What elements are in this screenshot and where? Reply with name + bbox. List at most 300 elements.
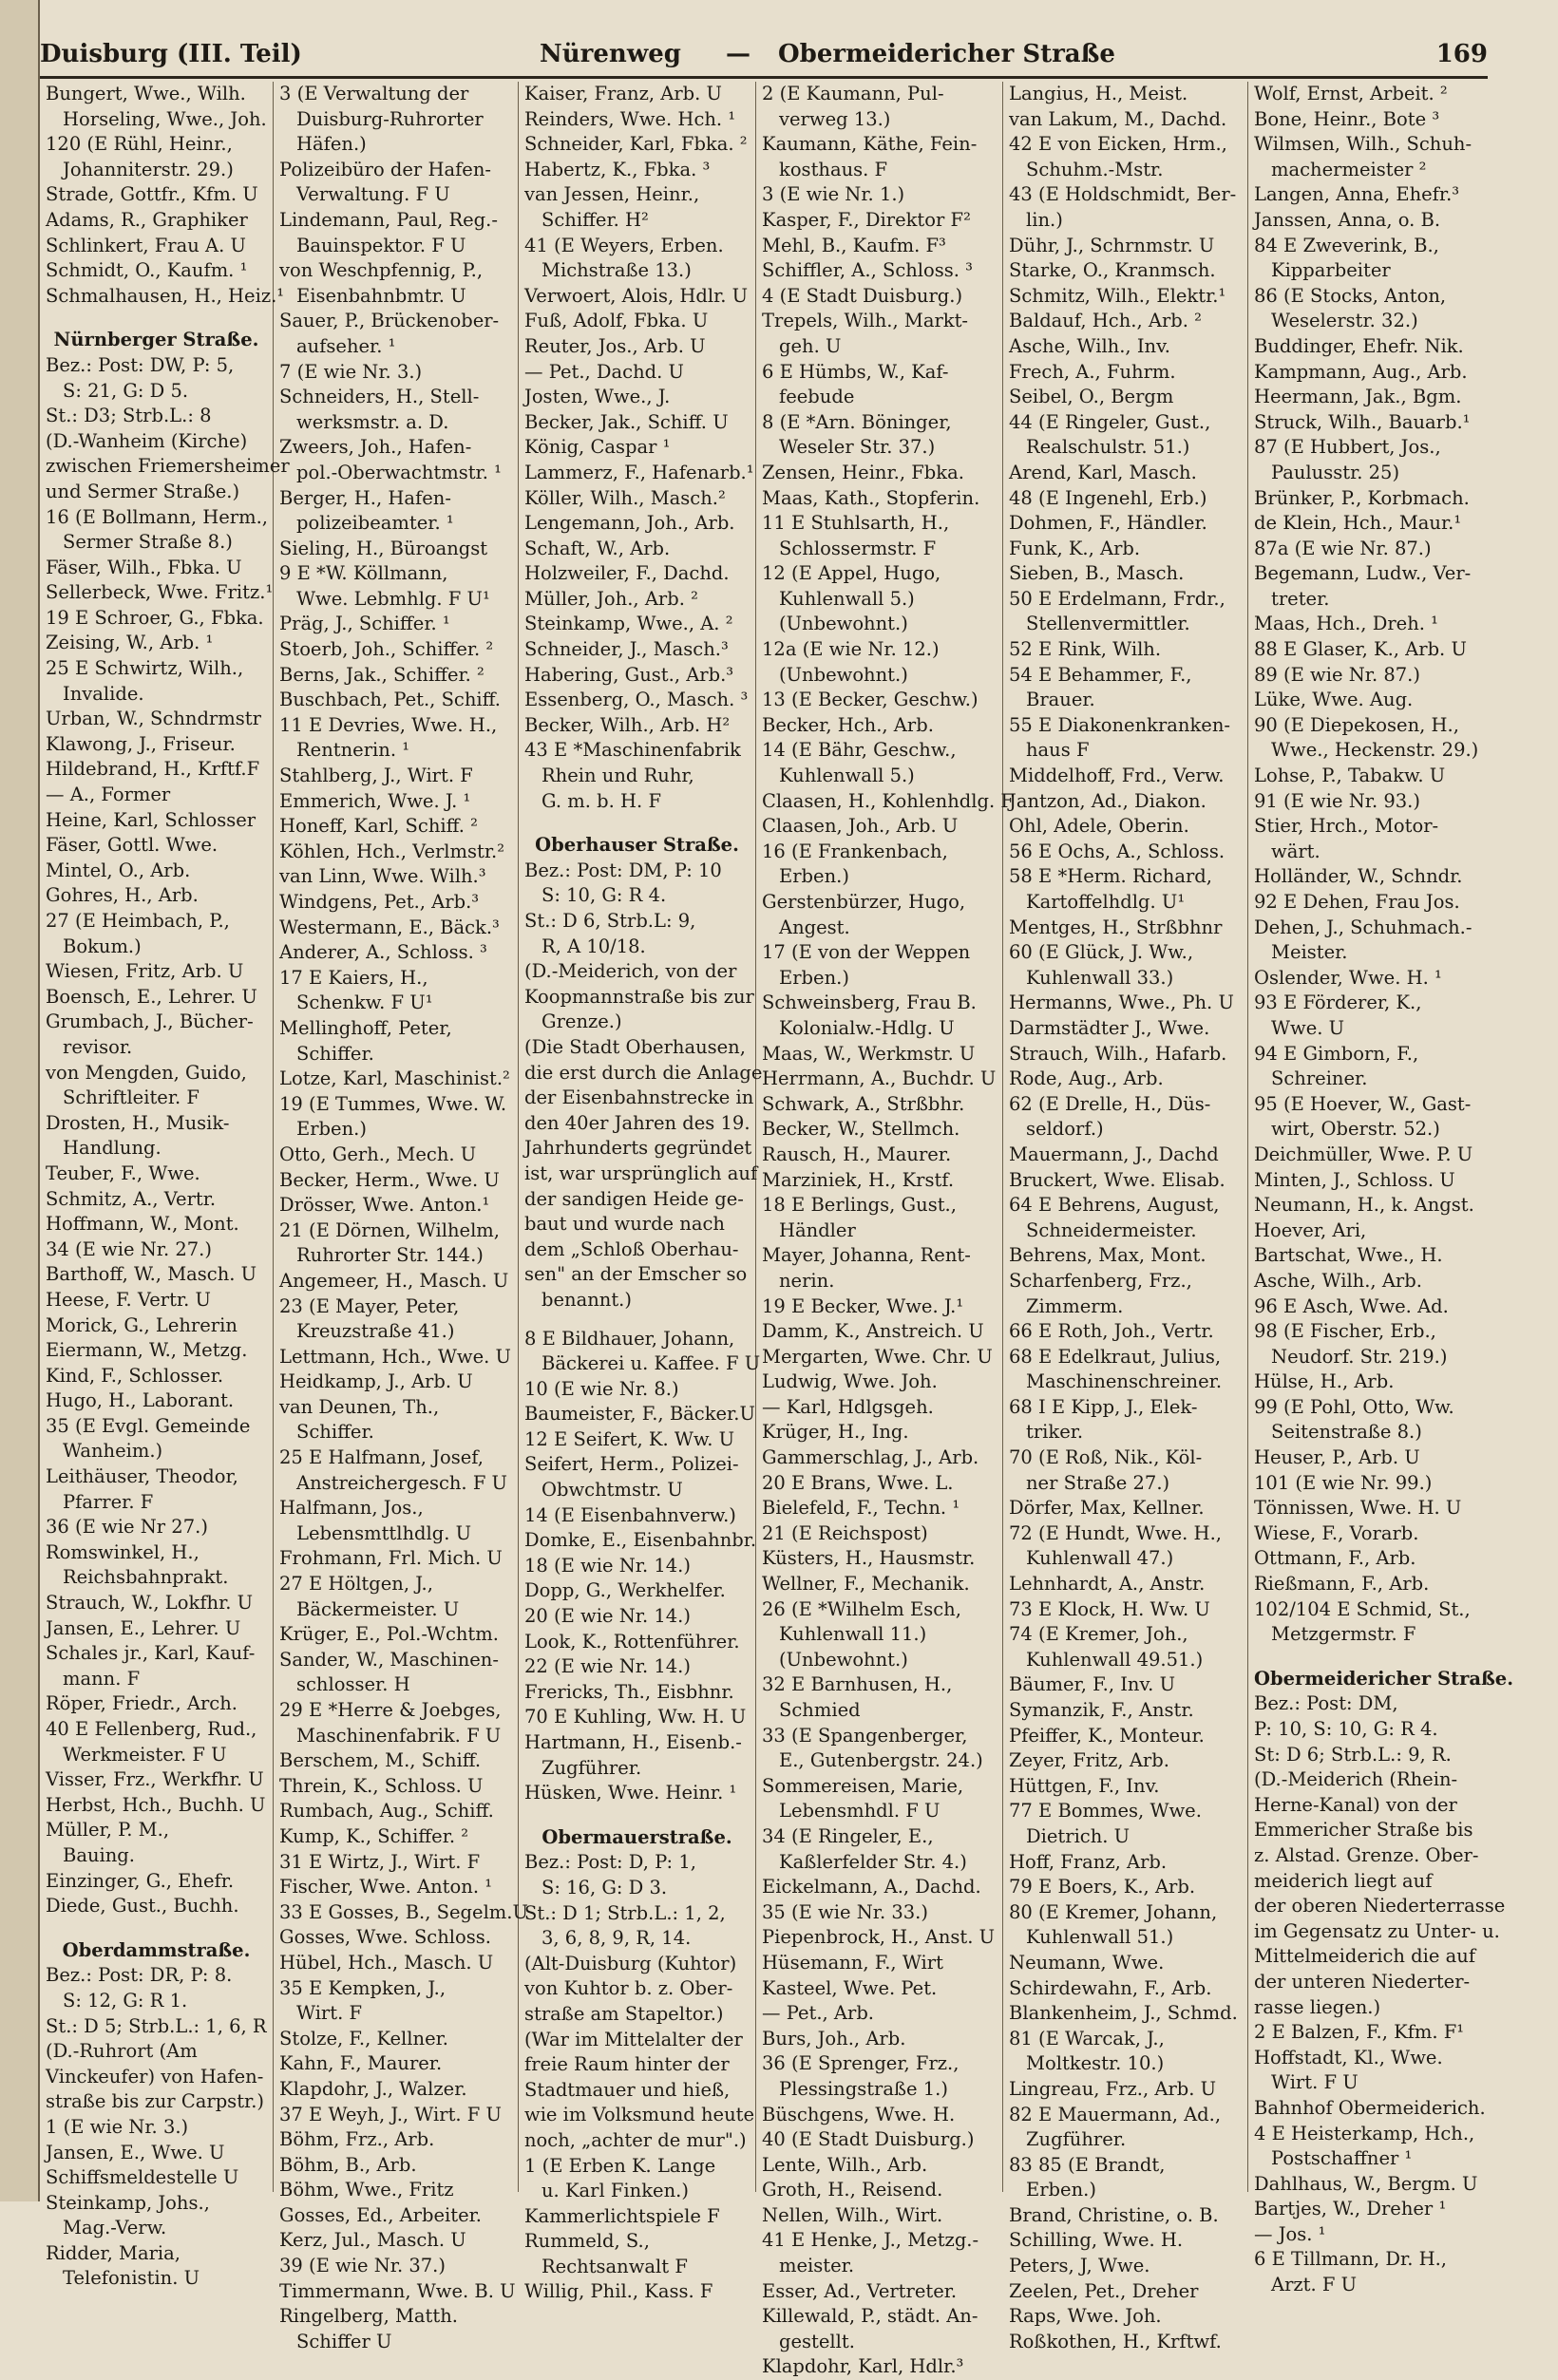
spacer	[46, 309, 267, 322]
directory-line: Sieling, H., Büroangst	[279, 537, 488, 559]
directory-line: aufseher. ¹	[296, 334, 396, 357]
directory-line: Domke, E., Eisenbahnbr.	[524, 1529, 757, 1552]
directory-line: Kahn, F., Maurer.	[279, 2052, 443, 2075]
directory-line: 1 (E wie Nr. 3.)	[46, 2115, 189, 2138]
directory-line: von Weschpfennig, P.,	[279, 259, 484, 282]
directory-line: 31 E Wirtz, J., Wirt. F	[279, 1850, 481, 1873]
directory-line: Begemann, Ludw., Ver-	[1254, 562, 1472, 585]
directory-line: Bez.: Post: DR, P: 8.	[46, 1964, 233, 1987]
directory-line: Dohmen, F., Händler.	[1009, 512, 1207, 535]
directory-line: Heese, F. Vertr. U	[46, 1288, 211, 1311]
directory-line: Rhein und Ruhr,	[542, 765, 694, 787]
directory-line: Kuhlenwall 11.)	[779, 1623, 927, 1646]
directory-line: Teuber, F., Wwe.	[46, 1162, 200, 1184]
directory-line: 9 E *W. Köllmann,	[279, 562, 448, 585]
directory-line: baut und wurde nach	[524, 1213, 725, 1236]
previous-page-edge	[0, 0, 40, 2201]
directory-line: Romswinkel, H.,	[46, 1540, 200, 1563]
directory-line: Berns, Jak., Schiffer. ²	[279, 663, 484, 686]
directory-line: Baumeister, F., Bäcker.U	[524, 1403, 755, 1426]
directory-line: Schirdewahn, F., Arb.	[1009, 1976, 1212, 1999]
directory-line: 36 (E wie Nr 27.)	[46, 1516, 208, 1539]
directory-line: 54 E Behammer, F.,	[1009, 663, 1192, 686]
directory-line: Kreuzstraße 41.)	[296, 1320, 455, 1343]
directory-line: Wellner, F., Mechanik.	[762, 1573, 970, 1596]
directory-line: Marziniek, H., Krstf.	[762, 1168, 955, 1191]
directory-line: Horseling, Wwe., Joh.	[63, 107, 267, 130]
directory-line: 81 (E Warcak, J.,	[1009, 2027, 1165, 2049]
directory-line: 86 (E Stocks, Anton,	[1254, 284, 1447, 307]
directory-line: (Unbewohnt.)	[779, 1648, 908, 1671]
directory-line: ist, war ursprünglich auf	[524, 1162, 758, 1184]
directory-line: (Unbewohnt.)	[779, 663, 908, 686]
directory-line: nerin.	[779, 1269, 835, 1292]
directory-line: Lotze, Karl, Maschinist.²	[279, 1067, 510, 1090]
directory-line: Hildebrand, H., Krftf.F	[46, 758, 260, 781]
directory-line: Dahlhaus, W., Bergm. U	[1254, 2172, 1478, 2195]
directory-line: Nellen, Wilh., Wirt.	[762, 2203, 943, 2226]
directory-line: Maschinenschreiner.	[1026, 1370, 1223, 1393]
directory-line: Middelhoff, Frd., Verw.	[1009, 765, 1225, 787]
directory-line: der sandigen Heide ge-	[524, 1187, 744, 1210]
directory-line: Schmidt, O., Kaufm. ¹	[46, 259, 248, 282]
directory-line: Kump, K., Schiffer. ²	[279, 1824, 469, 1847]
directory-line: meiderich liegt auf	[1254, 1869, 1433, 1892]
directory-line: Eisenbahnbmtr. U	[296, 284, 466, 307]
directory-line: Jansen, E., Lehrer. U	[46, 1616, 241, 1639]
directory-line: Strade, Gottfr., Kfm. U	[46, 183, 258, 206]
directory-line: Reuter, Jos., Arb. U	[524, 334, 706, 357]
directory-line: 1 (E Erben K. Lange	[524, 2154, 716, 2177]
directory-line: Becker, W., Stellmch.	[762, 1118, 960, 1141]
directory-line: Symanzik, F., Anstr.	[1009, 1699, 1194, 1721]
directory-line: 33 E Gosses, B., Segelm.U	[279, 1900, 528, 1923]
directory-line: 3, 6, 8, 9, R, 14.	[542, 1927, 692, 1950]
directory-line: Tönnissen, Wwe. H. U	[1254, 1497, 1462, 1520]
directory-line: Büschgens, Wwe. H.	[762, 2103, 956, 2125]
directory-line: Schiffer.	[296, 1042, 374, 1065]
directory-line: 39 (E wie Nr. 37.)	[279, 2255, 446, 2277]
directory-line: Minten, J., Schloss. U	[1254, 1168, 1455, 1191]
header-left: Duisburg (III. Teil)	[40, 40, 302, 68]
directory-line: Kuhlenwall 33.)	[1026, 966, 1174, 989]
directory-line: Schmitz, Wilh., Elektr.¹	[1009, 284, 1226, 307]
header-dash: —	[726, 40, 750, 68]
directory-line: Hübel, Hch., Masch. U	[279, 1951, 494, 1974]
directory-line: Neumann, Wwe.	[1009, 1951, 1165, 1974]
directory-line: 20 E Brans, Wwe. L.	[762, 1471, 954, 1494]
column-2	[274, 82, 528, 2352]
directory-line: Damm, K., Anstreich. U	[762, 1320, 984, 1343]
directory-line: zwischen Friemersheimer	[46, 455, 290, 478]
directory-line: Becker, Wilh., Arb. H²	[524, 713, 731, 736]
directory-line: Rausch, H., Maurer.	[762, 1143, 952, 1165]
directory-line: Esser, Ad., Vertreter.	[762, 2279, 958, 2302]
directory-line: 77 E Bommes, Wwe.	[1009, 1800, 1202, 1823]
directory-line: Fäser, Wilh., Fbka. U	[46, 556, 242, 578]
directory-line: Piepenbrock, H., Anst. U	[762, 1926, 996, 1949]
directory-line: Threin, K., Schloss. U	[279, 1774, 484, 1797]
directory-line: Otto, Gerh., Mech. U	[279, 1143, 477, 1165]
directory-line: wärt.	[1271, 840, 1320, 862]
directory-line: 88 E Glaser, K., Arb. U	[1254, 638, 1467, 661]
directory-line: Wilmsen, Wilh., Schuh-	[1254, 133, 1472, 156]
directory-line: Fuß, Adolf, Fbka. U	[524, 310, 709, 332]
directory-line: straße am Stapeltor.)	[524, 2002, 724, 2025]
directory-line: Barthoff, W., Masch. U	[46, 1263, 257, 1286]
directory-line: 120 (E Rühl, Heinr.,	[46, 133, 233, 156]
directory-line: Dühr, J., Schrnmstr. U	[1009, 234, 1215, 256]
directory-line: 60 (E Glück, J. Ww.,	[1009, 941, 1194, 964]
directory-line: Hugo, H., Laborant.	[46, 1389, 235, 1412]
directory-line: Weseler Str. 37.)	[779, 436, 936, 459]
directory-line: 73 E Klock, H. Ww. U	[1009, 1597, 1210, 1620]
directory-line: Bäckerei u. Kaffee. F U	[542, 1352, 761, 1375]
directory-line: Kuhlenwall 51.)	[1026, 1926, 1174, 1949]
directory-line: 17 (E von der Weppen	[762, 941, 971, 964]
directory-line: Peters, J, Wwe.	[1009, 2255, 1150, 2277]
directory-line: 25 E Halfmann, Josef,	[279, 1446, 484, 1469]
directory-line: von Kuhtor b. z. Ober-	[524, 1977, 733, 2000]
directory-line: Maas, Hch., Dreh. ¹	[1254, 613, 1438, 635]
directory-line: Schiffsmeldestelle U	[46, 2166, 239, 2189]
directory-line: Bartjes, W., Dreher ¹	[1254, 2198, 1447, 2220]
directory-line: Metzgermstr. F	[1271, 1623, 1416, 1646]
directory-line: der unteren Niederter-	[1254, 1970, 1471, 1993]
directory-line: Bruckert, Wwe. Elisab.	[1009, 1168, 1226, 1191]
directory-line: 27 (E Heimbach, P.,	[46, 910, 230, 932]
directory-line: Gerstenbürzer, Hugo,	[762, 891, 966, 913]
directory-line: Heuser, P., Arb. U	[1254, 1446, 1420, 1469]
directory-line: die erst durch die Anlage	[524, 1061, 763, 1084]
directory-line: Bahnhof Obermeiderich.	[1254, 2096, 1486, 2119]
directory-line: de Klein, Hch., Maur.¹	[1254, 512, 1462, 535]
directory-line: Baldauf, Hch., Arb. ²	[1009, 310, 1202, 332]
directory-line: Mayer, Johanna, Rent-	[762, 1244, 971, 1267]
directory-line: 35 (E wie Nr. 33.)	[762, 1900, 928, 1923]
directory-line: Schwark, A., Strßbhr.	[762, 1092, 965, 1115]
directory-line: (Die Stadt Oberhausen,	[524, 1035, 746, 1058]
directory-line: 4 E Heisterkamp, Hch.,	[1254, 2122, 1475, 2144]
directory-line: Lebensmhdl. F U	[779, 1800, 940, 1823]
directory-line: und Sermer Straße.)	[46, 480, 240, 502]
directory-line: Neumann, H., k. Angst.	[1254, 1194, 1474, 1217]
directory-line: Wanheim.)	[63, 1440, 163, 1463]
directory-line: Seifert, Herm., Polizei-	[524, 1453, 739, 1476]
directory-line: Arend, Karl, Masch.	[1009, 461, 1197, 483]
directory-line: Köhlen, Hch., Verlmstr.²	[279, 840, 505, 862]
directory-line: Becker, Hch., Arb.	[762, 713, 934, 736]
spacer	[46, 1919, 267, 1933]
directory-line: Ottmann, F., Arb.	[1254, 1547, 1416, 1570]
directory-line: Emmericher Straße bis	[1254, 1819, 1473, 1842]
directory-line: van Deunen, Th.,	[279, 1395, 440, 1418]
directory-line: Herrmann, A., Buchdr. U	[762, 1067, 997, 1090]
directory-line: 89 (E wie Nr. 87.)	[1254, 663, 1420, 686]
directory-line: Vinckeufer) von Hafen-	[46, 2065, 264, 2087]
directory-line: 96 E Asch, Wwe. Ad.	[1254, 1294, 1449, 1317]
directory-line: Kuhlenwall 5.)	[779, 587, 915, 610]
directory-line: Rentnerin. ¹	[296, 739, 410, 762]
directory-line: 21 (E Reichspost)	[762, 1521, 928, 1544]
directory-line: 10 (E wie Nr. 8.)	[524, 1377, 679, 1400]
directory-line: Morick, G., Lehrerin	[46, 1313, 238, 1336]
directory-line: Präg, J., Schiffer. ¹	[279, 613, 450, 635]
directory-line: Hüsemann, F., Wirt	[762, 1951, 943, 1974]
directory-line: Kaiser, Franz, Arb. U	[524, 83, 722, 104]
directory-line: S: 10, G: R 4.	[542, 884, 667, 907]
directory-line: Neudorf. Str. 219.)	[1271, 1345, 1448, 1368]
directory-line: Kasteel, Wwe. Pet.	[762, 1976, 938, 1999]
directory-line: Koopmannstraße bis zur	[524, 985, 754, 1008]
directory-line: Zeising, W., Arb. ¹	[46, 632, 214, 654]
directory-line: Hüttgen, F., Inv.	[1009, 1774, 1160, 1797]
directory-line: Herne-Kanal) von der	[1254, 1793, 1457, 1816]
directory-line: Johanniterstr. 29.)	[63, 158, 234, 180]
directory-line: Hoever, Ari,	[1254, 1218, 1367, 1241]
directory-line: Sommereisen, Marie,	[762, 1774, 964, 1797]
directory-line: Oslender, Wwe. H. ¹	[1254, 966, 1442, 989]
directory-line: Schmalhausen, H., Heiz.¹	[46, 284, 285, 307]
directory-line: 44 (E Ringeler, Gust.,	[1009, 410, 1211, 433]
directory-line: König, Caspar ¹	[524, 436, 671, 459]
street-heading: Nürnberger Straße.	[53, 329, 259, 351]
directory-line: Hermanns, Wwe., Ph. U	[1009, 992, 1234, 1014]
directory-line: Eiermann, W., Metzg.	[46, 1339, 248, 1362]
directory-line: 41 (E Weyers, Erben.	[524, 234, 724, 256]
directory-line: Bez.: Post: DW, P: 5,	[46, 353, 235, 376]
directory-line: 99 (E Pohl, Otto, Ww.	[1254, 1395, 1454, 1418]
directory-line: Holzweiler, F., Dachd.	[524, 562, 730, 585]
directory-line: Wirt. F U	[1271, 2071, 1358, 2094]
directory-line: Schenkw. F U¹	[296, 992, 433, 1014]
directory-line: 90 (E Diepekosen, H.,	[1254, 713, 1459, 736]
directory-line: Mellinghoff, Peter,	[279, 1016, 452, 1039]
directory-line: Bäumer, F., Inv. U	[1009, 1673, 1176, 1696]
directory-line: Look, K., Rottenführer.	[524, 1630, 740, 1653]
directory-line: — Pet., Arb.	[762, 2002, 874, 2025]
directory-line: Wwe. U	[1271, 1016, 1345, 1039]
directory-line: Lettmann, Hch., Wwe. U	[279, 1345, 511, 1368]
directory-line: Ruhrorter Str. 144.)	[296, 1244, 484, 1267]
directory-line: 64 E Behrens, August,	[1009, 1194, 1220, 1217]
directory-line: Klapdohr, J., Walzer.	[279, 2077, 467, 2100]
header-street-from: Nürenweg	[540, 40, 681, 68]
directory-line: Wolf, Ernst, Arbeit. ²	[1254, 83, 1448, 104]
directory-line: 82 E Mauermann, Ad.,	[1009, 2103, 1222, 2125]
directory-line: Reinders, Wwe. Hch. ¹	[524, 107, 736, 130]
directory-line: van Jessen, Heinr.,	[524, 183, 700, 206]
directory-line: Behrens, Max, Mont.	[1009, 1244, 1206, 1267]
directory-line: Fischer, Wwe. Anton. ¹	[279, 1876, 493, 1898]
directory-line: Anstreichergesch. F U	[296, 1471, 507, 1494]
directory-line: Diede, Gust., Buchh.	[46, 1895, 239, 1917]
directory-line: kosthaus. F	[779, 158, 888, 180]
directory-line: 80 (E Kremer, Johann,	[1009, 1900, 1218, 1923]
directory-line: Polizeibüro der Hafen-	[279, 158, 491, 180]
directory-line: — Karl, Hdlgsgeh.	[762, 1395, 934, 1418]
directory-line: S: 16, G: D 3.	[542, 1876, 668, 1898]
directory-line: 101 (E wie Nr. 99.)	[1254, 1471, 1433, 1494]
directory-line: Ohl, Adele, Oberin.	[1009, 815, 1189, 838]
directory-line: Ridder, Maria,	[46, 2241, 180, 2264]
directory-line: Ringelberg, Matth.	[279, 2305, 458, 2328]
directory-line: Windgens, Pet., Arb.³	[279, 891, 480, 913]
directory-line: Handlung.	[63, 1137, 162, 1160]
directory-line: 93 E Förderer, K.,	[1254, 992, 1422, 1014]
directory-line: Janssen, Anna, o. B.	[1254, 208, 1441, 231]
directory-line: Stoerb, Joh., Schiffer. ²	[279, 638, 494, 661]
directory-line: Bungert, Wwe., Wilh.	[46, 83, 246, 104]
directory-line: 27 E Höltgen, J.,	[279, 1573, 433, 1596]
directory-line: Plessingstraße 1.)	[779, 2077, 948, 2100]
directory-line: Stellenvermittler.	[1026, 613, 1190, 635]
directory-line: 32 E Barnhusen, H.,	[762, 1673, 953, 1696]
directory-line: Asche, Wilh., Inv.	[1009, 334, 1170, 357]
directory-line: 74 (E Kremer, Joh.,	[1009, 1623, 1188, 1646]
directory-line: Mag.-Verw.	[63, 2217, 167, 2239]
directory-line: Jansen, E., Wwe. U	[46, 2141, 225, 2163]
directory-line: 25 E Schwirtz, Wilh.,	[46, 657, 244, 680]
directory-line: gestellt.	[779, 2330, 855, 2352]
directory-line: Einzinger, G., Ehefr.	[46, 1869, 235, 1892]
directory-line: St.: D3; Strb.L.: 8	[46, 405, 212, 427]
directory-line: 79 E Boers, K., Arb.	[1009, 1876, 1196, 1898]
directory-line: freie Raum hinter der	[524, 2053, 730, 2076]
directory-line: Brünker, P., Korbmach.	[1254, 486, 1470, 509]
directory-line: 34 (E Ringeler, E.,	[762, 1824, 934, 1847]
directory-line: Strauch, W., Lokfhr. U	[46, 1592, 254, 1615]
directory-line: Bez.: Post: D, P: 1,	[524, 1851, 696, 1874]
directory-line: Lehnhardt, A., Anstr.	[1009, 1573, 1206, 1596]
directory-line: R, A 10/18.	[542, 935, 646, 957]
directory-line: 19 (E Tummes, Wwe. W.	[279, 1092, 507, 1115]
directory-line: 3 (E wie Nr. 1.)	[762, 183, 905, 206]
directory-line: Küsters, H., Hausmstr.	[762, 1547, 976, 1570]
directory-line: 6 E Tillmann, Dr. H.,	[1254, 2248, 1447, 2271]
directory-line: Bäckermeister. U	[296, 1597, 460, 1620]
directory-line: Mauermann, J., Dachd	[1009, 1143, 1219, 1165]
directory-line: Krüger, E., Pol.-Wchtm.	[279, 1623, 499, 1646]
directory-line: Deichmüller, Wwe. P. U	[1254, 1143, 1473, 1165]
directory-line: Steinkamp, Johs.,	[46, 2191, 210, 2214]
directory-line: Rode, Aug., Arb.	[1009, 1067, 1164, 1090]
directory-line: Kuhlenwall 47.)	[1026, 1547, 1174, 1570]
directory-line: Postschaffner ¹	[1271, 2147, 1413, 2170]
directory-line: Berschem, M., Schiff.	[279, 1749, 482, 1772]
directory-line: 21 (E Dörnen, Wilhelm,	[279, 1218, 501, 1241]
directory-line: Invalide.	[63, 682, 144, 705]
directory-line: 8 (E *Arn. Böninger,	[762, 410, 952, 433]
directory-line: Kuhlenwall 5.)	[779, 765, 915, 787]
directory-line: Schweinsberg, Frau B.	[762, 992, 977, 1014]
directory-line: Böhm, Frz., Arb.	[279, 2128, 435, 2151]
directory-line: Brauer.	[1026, 689, 1095, 711]
directory-line: Zweers, Joh., Hafen-	[279, 436, 472, 459]
directory-line: 16 (E Bollmann, Herm.,	[46, 505, 268, 528]
directory-line: 87 (E Hubbert, Jos.,	[1254, 436, 1441, 459]
directory-line: Angest.	[779, 916, 850, 938]
directory-line: u. Karl Finken.)	[542, 2180, 689, 2202]
directory-line: Obwchtmstr. U	[542, 1479, 683, 1502]
directory-line: Sauer, P., Brückenober-	[279, 310, 500, 332]
directory-line: Heidkamp, J., Arb. U	[279, 1370, 473, 1393]
directory-line: Telefonistin. U	[63, 2267, 200, 2290]
directory-line: Verwoert, Alois, Hdlr. U	[524, 284, 749, 307]
directory-line: Gosses, Ed., Arbeiter.	[279, 2203, 483, 2226]
directory-line: Grumbach, J., Bücher-	[46, 1011, 254, 1033]
directory-line: 12a (E wie Nr. 12.)	[762, 638, 940, 661]
directory-line: Sellerbeck, Wwe. Fritz.¹	[46, 581, 274, 604]
directory-line: revisor.	[63, 1035, 133, 1058]
directory-line: haus F	[1026, 739, 1090, 762]
directory-line: machermeister ²	[1271, 158, 1427, 180]
directory-line: Schmitz, A., Vertr.	[46, 1187, 217, 1210]
directory-line: Mittelmeiderich die auf	[1254, 1945, 1476, 1968]
directory-line: Klapdohr, Karl, Hdlr.³	[762, 2355, 964, 2378]
directory-line: Becker, Herm., Wwe. U	[279, 1168, 500, 1191]
directory-line: straße bis zur Carpstr.)	[46, 2090, 265, 2113]
directory-line: Habertz, K., Fbka. ³	[524, 158, 711, 180]
directory-line: 35 E Kempken, J.,	[279, 1976, 446, 1999]
directory-line: Rechtsanwalt F	[542, 2255, 688, 2277]
directory-line: (Alt-Duisburg (Kuhtor)	[524, 1952, 737, 1974]
directory-line: Reichsbahnprakt.	[63, 1566, 229, 1589]
directory-line: Schneidermeister.	[1026, 1218, 1197, 1241]
directory-line: Habering, Gust., Arb.³	[524, 663, 734, 686]
directory-line: 12 (E Appel, Hugo,	[762, 562, 941, 585]
directory-line: Kipparbeiter	[1271, 259, 1391, 282]
directory-line: 7 (E wie Nr. 3.)	[279, 360, 423, 383]
directory-line: (D.-Wanheim (Kirche)	[46, 429, 248, 452]
directory-line: Leithäuser, Theodor,	[46, 1465, 238, 1488]
directory-line: 19 E Schroer, G., Fbka.	[46, 606, 264, 629]
directory-line: Buddinger, Ehefr. Nik.	[1254, 334, 1464, 357]
directory-line: Langen, Anna, Ehefr.³	[1254, 183, 1460, 206]
directory-line: Brand, Christine, o. B.	[1009, 2203, 1219, 2226]
directory-line: Strauch, Wilh., Hafarb.	[1009, 1042, 1227, 1065]
directory-line: St.: D 1; Strb.L.: 1, 2,	[524, 1901, 726, 1924]
directory-line: Wiese, F., Vorarb.	[1254, 1521, 1419, 1544]
directory-line: Meister.	[1271, 941, 1348, 964]
directory-line: Langius, H., Meist.	[1009, 83, 1188, 104]
directory-line: Honeff, Karl, Schiff. ²	[279, 815, 478, 838]
directory-line: P: 10, S: 10, G: R 4.	[1254, 1718, 1438, 1740]
directory-line: Struck, Wilh., Bauarb.¹	[1254, 410, 1471, 433]
directory-line: 36 (E Sprenger, Frz.,	[762, 2052, 960, 2075]
directory-line: Groth, H., Reisend.	[762, 2179, 943, 2201]
directory-line: Wirt. F	[296, 2002, 363, 2025]
directory-line: noch, „achter de mur".)	[524, 2128, 747, 2151]
directory-line: Willig, Phil., Kass. F	[524, 2280, 713, 2303]
directory-line: Häfen.)	[296, 133, 367, 156]
directory-line: mann. F	[63, 1667, 141, 1690]
directory-line: van Lakum, M., Dachd.	[1009, 107, 1227, 130]
directory-line: Killewald, P., städt. An-	[762, 2305, 978, 2328]
directory-line: Schales jr., Karl, Kauf-	[46, 1642, 256, 1665]
directory-line: Bartschat, Wwe., H.	[1254, 1244, 1443, 1267]
directory-line: Seitenstraße 8.)	[1271, 1421, 1422, 1444]
spacer	[524, 1806, 750, 1820]
directory-line: Schiffer. H²	[542, 208, 649, 231]
directory-line: — A., Former	[46, 784, 171, 806]
directory-line: Schilling, Wwe. H.	[1009, 2229, 1184, 2252]
directory-line: geh. U	[779, 334, 842, 357]
directory-line: Mergarten, Wwe. Chr. U	[762, 1345, 993, 1368]
directory-line: 72 (E Hundt, Wwe. H.,	[1009, 1521, 1222, 1544]
directory-line: Jahrhunderts gegründet	[524, 1137, 752, 1160]
directory-line: Zeyer, Fritz, Arb.	[1009, 1749, 1169, 1772]
